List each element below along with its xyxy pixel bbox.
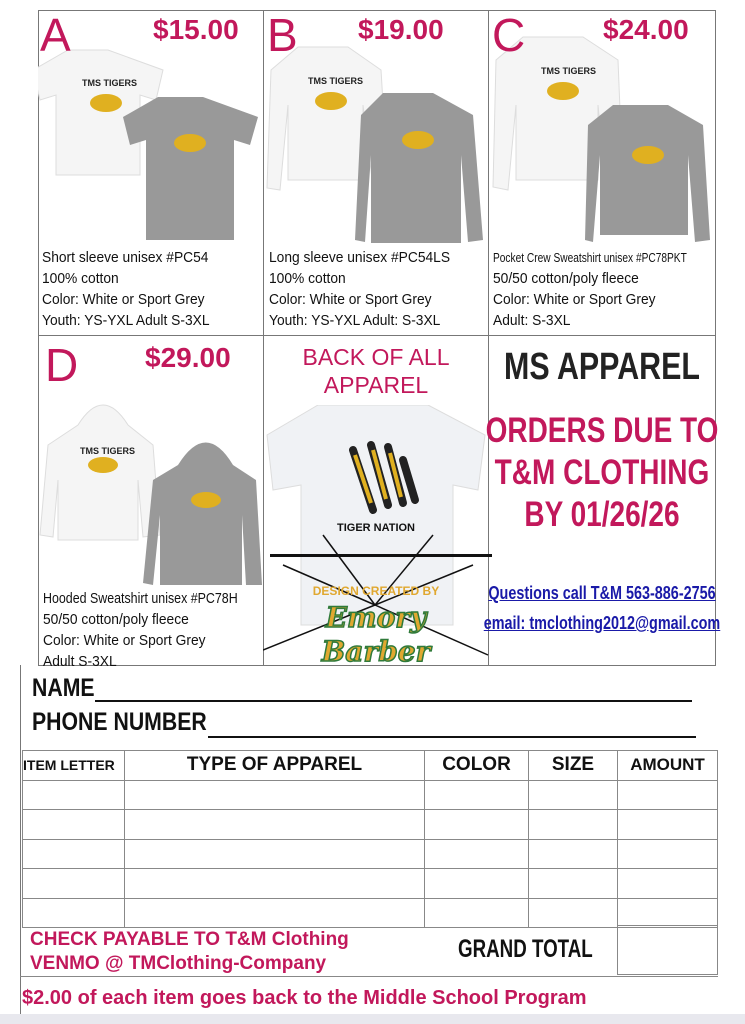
header-item-letter: ITEM LETTER	[23, 751, 125, 781]
shirt-print-text: TMS TIGERS	[308, 76, 364, 86]
shirt-image-b	[263, 45, 489, 245]
header-size: SIZE	[529, 751, 618, 781]
item-price: $15.00	[153, 14, 239, 45]
back-title: BACK OF ALL APPAREL	[302, 344, 450, 398]
header-type: TYPE OF APPAREL	[125, 751, 425, 781]
table-row[interactable]	[23, 780, 718, 810]
grand-total-label: GRAND TOTAL	[458, 935, 593, 963]
name-label: NAME	[32, 674, 95, 702]
hoodie-image-d	[38, 385, 264, 590]
footer-note: $2.00 of each item goes back to the Middle School Program	[22, 987, 587, 1009]
table-row[interactable]	[23, 810, 718, 840]
item-price: $29.00	[145, 342, 231, 373]
item-letter: A	[40, 9, 71, 61]
table-row[interactable]	[23, 839, 718, 869]
table-row[interactable]	[23, 898, 718, 928]
shirt-print-text: TMS TIGERS	[82, 78, 138, 88]
order-table	[22, 750, 718, 928]
header-color: COLOR	[425, 751, 529, 781]
design-credit: DESIGN CREATED BY	[312, 584, 440, 598]
shirt-image-a	[38, 45, 264, 245]
phone-field[interactable]	[208, 736, 696, 738]
shirt-image-c	[488, 35, 716, 245]
left-border	[20, 665, 21, 1015]
item-description: Pocket Crew Sweatshirt unisex #PC78PKT 50/50 cotton/poly fleece Color: White or Sport Grey Adult: S-3XL	[493, 250, 687, 329]
phone-label: PHONE NUMBER	[32, 708, 207, 736]
item-price: $24.00	[603, 14, 689, 45]
payment-info: CHECK PAYABLE TO T&M Clothing VENMO @ TMClothing-Company	[30, 929, 349, 974]
email-link[interactable]: email: tmclothing2012@gmail.com	[483, 613, 721, 633]
designer-name: Emory Barber	[321, 601, 431, 668]
item-letter: C	[492, 9, 526, 61]
info-title: MS APPAREL	[504, 346, 700, 388]
page-bottom-edge	[0, 1014, 745, 1024]
due-notice: ORDERS DUE TO T&M CLOTHING BY 01/26/26	[485, 411, 719, 534]
shirt-print-text: TMS TIGERS	[80, 446, 136, 456]
table-header	[23, 751, 718, 781]
item-price: $19.00	[358, 14, 444, 45]
item-description: Short sleeve unisex #PC54 100% cotton Color: White or Sport Grey Youth: YS-YXL Adult S-3XL	[42, 249, 210, 329]
phone-link[interactable]: Questions call T&M 563-886-2756	[488, 583, 716, 603]
table-row[interactable]	[23, 869, 718, 899]
divider	[20, 976, 718, 977]
item-letter: D	[45, 339, 79, 391]
shirt-print-text: TMS TIGERS	[541, 66, 597, 76]
divider	[270, 554, 492, 557]
item-description: Hooded Sweatshirt unisex #PC78H 50/50 cotton/poly fleece Color: White or Sport Grey Adult S-3XL	[43, 590, 238, 670]
item-description: Long sleeve unisex #PC54LS 100% cotton Color: White or Sport Grey Youth: YS-YXL Adult: S-3XL	[269, 249, 451, 329]
item-letter: B	[267, 9, 298, 61]
header-amount: AMOUNT	[618, 751, 718, 781]
back-shirt-text: TIGER NATION	[336, 522, 415, 534]
name-field[interactable]	[95, 700, 692, 702]
grand-total-field[interactable]	[617, 925, 718, 975]
